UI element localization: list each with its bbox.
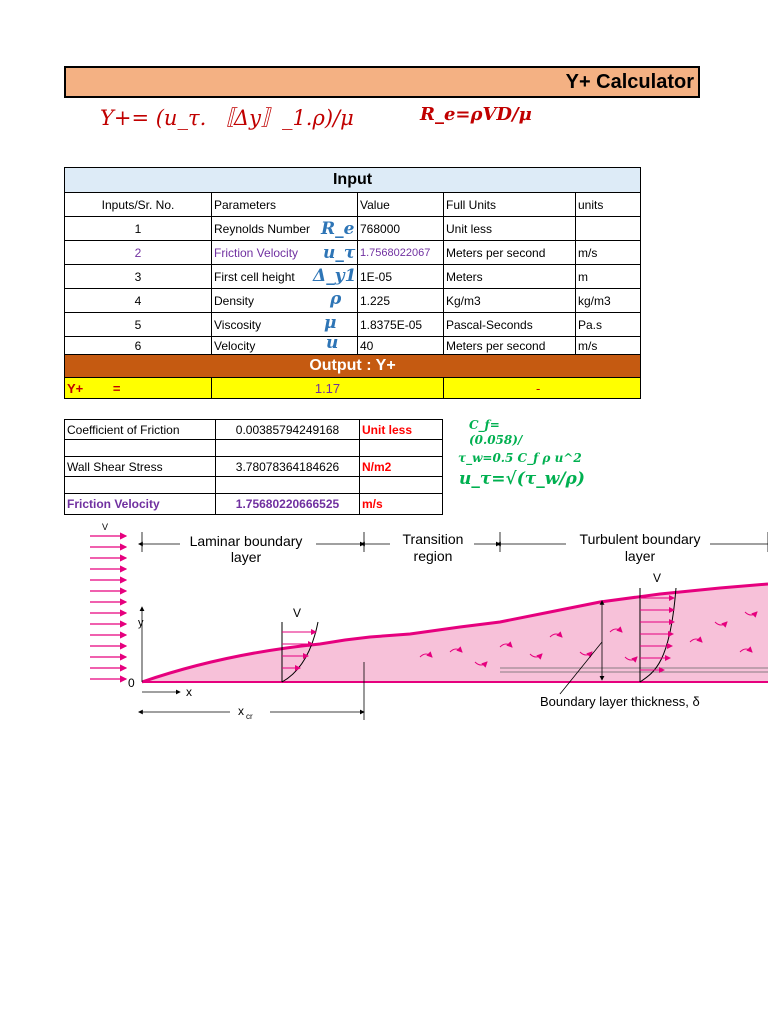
reynolds-formula: R_e=ρVD/μ: [420, 104, 532, 125]
inflow-label: V: [102, 522, 109, 532]
table-row: [65, 457, 443, 477]
friction-unit: N/m2: [360, 457, 443, 477]
xcr-label: x: [238, 704, 244, 718]
friction-value: 3.78078364184626: [216, 457, 360, 477]
friction-value: 1.75680220666525: [216, 494, 360, 515]
row-number: 1: [65, 217, 212, 241]
row-parameter: Reynolds Number: [212, 217, 358, 241]
output-label-text: Y+: [67, 380, 84, 396]
column-header: Full Units: [444, 193, 576, 217]
friction-value: 0.00385794249168: [216, 420, 360, 440]
friction-label: Friction Velocity: [65, 494, 216, 515]
row-number: 3: [65, 265, 212, 289]
column-header: Inputs/Sr. No.: [65, 193, 212, 217]
row-units: m/s: [576, 241, 641, 265]
transition-region-label: Transition: [402, 531, 464, 547]
friction-label: Coefficient of Friction: [65, 420, 216, 440]
yplus-formula: Y+= (u_τ. 〚Δy〛_1.ρ)/μ: [100, 106, 354, 130]
input-header: Input: [65, 168, 641, 193]
turbulent-region-label-2: layer: [624, 548, 656, 564]
reynolds-symbol: R_e: [321, 219, 355, 239]
cf-formula-line2: (0.058)/: [469, 433, 523, 447]
row-units: kg/m3: [576, 289, 641, 313]
xcr-subscript: cr: [246, 712, 253, 721]
table-row-spacer: [65, 477, 443, 494]
turbulent-v-label: V: [653, 571, 662, 585]
row-value: 1.225: [358, 289, 444, 313]
friction-unit: m/s: [360, 494, 443, 515]
viscosity-symbol: μ: [324, 313, 337, 333]
row-full-units: Kg/m3: [444, 289, 576, 313]
row-number: 4: [65, 289, 212, 313]
wall-shear-formula: τ_w=0.5 C_f ρ u^2: [458, 451, 582, 465]
column-header-row: [65, 193, 641, 217]
row-full-units: Meters per second: [444, 241, 576, 265]
row-number: 6: [65, 337, 212, 355]
friction-unit: Unit less: [360, 420, 443, 440]
row-parameter: Friction Velocity: [212, 241, 358, 265]
friction-label: Wall Shear Stress: [65, 457, 216, 477]
boundary-layer-region: [142, 584, 768, 682]
origin-label: 0: [128, 676, 135, 690]
column-header: units: [576, 193, 641, 217]
row-full-units: Meters: [444, 265, 576, 289]
row-number: 5: [65, 313, 212, 337]
row-value: 1E-05: [358, 265, 444, 289]
row-parameter: Density: [212, 289, 358, 313]
inflow-arrows: [90, 536, 126, 679]
first-cell-height-symbol: Δ_y1: [313, 266, 357, 286]
row-value: 1.8375E-05: [358, 313, 444, 337]
friction-velocity-symbol: u_τ: [323, 243, 356, 263]
table-row: [65, 420, 443, 440]
laminar-region-label-2: layer: [230, 549, 262, 565]
output-equals: =: [112, 380, 121, 396]
row-parameter: Viscosity: [212, 313, 358, 337]
table-row: [65, 289, 641, 313]
y-axis-label: y: [138, 617, 144, 629]
row-units: [576, 217, 641, 241]
table-row-spacer: [65, 440, 443, 457]
column-header: Parameters: [212, 193, 358, 217]
transition-region-label-2: region: [413, 548, 453, 564]
table-row: [65, 494, 443, 515]
output-header: Output : Y+: [65, 355, 641, 378]
boundary-layer-diagram: [80, 522, 768, 727]
row-full-units: Pascal-Seconds: [444, 313, 576, 337]
cf-formula-line1: C_f=: [469, 418, 500, 432]
row-units: Pa.s: [576, 313, 641, 337]
turbulent-region-label: Turbulent boundary: [579, 531, 701, 547]
laminar-region-label: Laminar boundary: [189, 533, 303, 549]
output-dash: -: [444, 378, 641, 399]
row-full-units: Unit less: [444, 217, 576, 241]
density-symbol: ρ: [330, 289, 342, 309]
row-full-units: Meters per second: [444, 337, 576, 355]
velocity-symbol: u: [326, 333, 339, 353]
output-label: [65, 378, 212, 399]
thickness-label: Boundary layer thickness, δ: [540, 694, 700, 709]
friction-table: [64, 419, 443, 515]
row-units: m: [576, 265, 641, 289]
row-units: m/s: [576, 337, 641, 355]
x-axis-label: x: [186, 685, 192, 699]
page-title: Y+ Calculator: [565, 71, 694, 93]
row-value: 1.7568022067: [358, 241, 444, 265]
row-number: 2: [65, 241, 212, 265]
table-row: [65, 337, 641, 355]
row-parameter: First cell height: [212, 265, 358, 289]
output-value: 1.17: [212, 378, 444, 399]
table-row: [65, 313, 641, 337]
row-value: 768000: [358, 217, 444, 241]
title-bar: [64, 66, 700, 98]
row-value: 40: [358, 337, 444, 355]
laminar-v-label: V: [293, 606, 302, 620]
friction-velocity-formula: u_τ=√(τ_w/ρ): [459, 469, 585, 489]
output-row: [65, 378, 641, 399]
row-parameter: Velocity: [212, 337, 358, 355]
column-header: Value: [358, 193, 444, 217]
